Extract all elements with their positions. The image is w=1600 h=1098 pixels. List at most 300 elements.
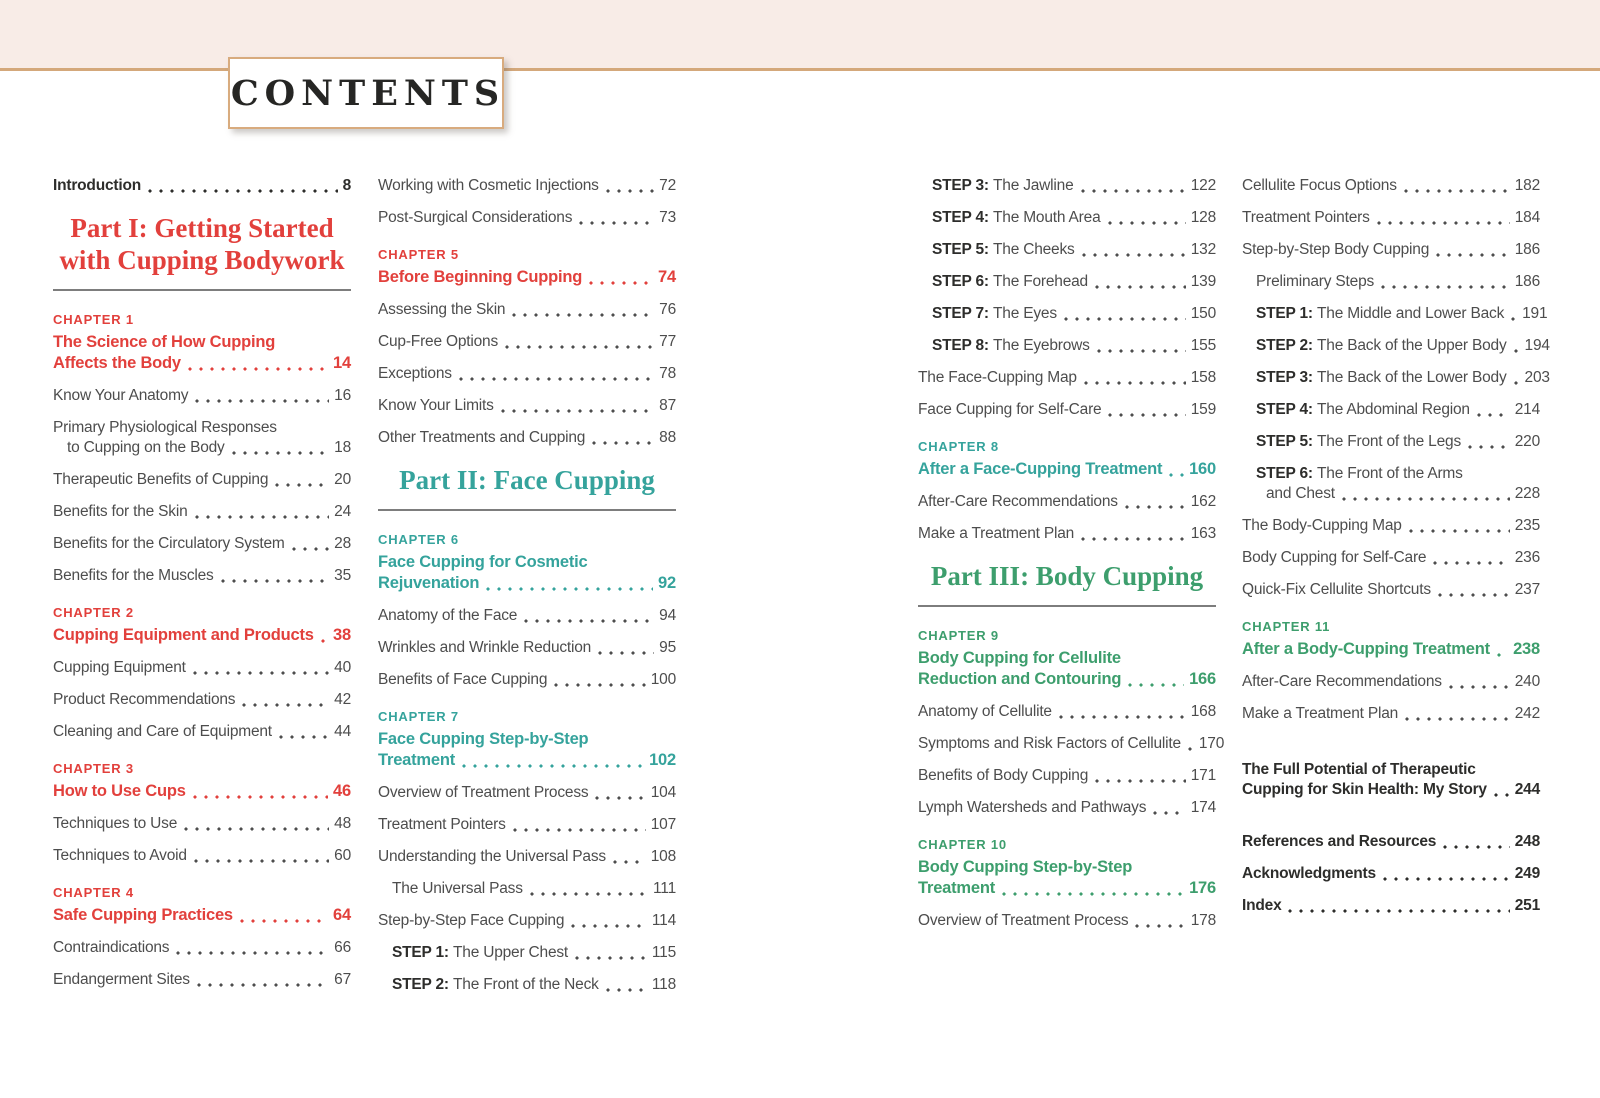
- toc-entry-row: [53, 690, 351, 710]
- toc-column-4: [1242, 176, 1550, 928]
- toc-entry: [378, 176, 676, 196]
- entry-title: Post-Surgical Considerations: [378, 209, 573, 226]
- page-number: 46: [333, 782, 351, 800]
- toc-entry-row: [932, 304, 1216, 324]
- entry-title: Techniques to Avoid: [53, 847, 187, 864]
- entry-title: Acknowledgments: [1242, 865, 1376, 882]
- toc-entry-row: [53, 470, 351, 490]
- dot-leader: [1404, 189, 1510, 193]
- toc-entry-row: [53, 814, 351, 834]
- toc-entry-row: [1242, 639, 1540, 660]
- toc-entry: [1242, 516, 1540, 536]
- toc-entry: [392, 975, 676, 995]
- toc-entry: [378, 911, 676, 931]
- toc-entry: [378, 815, 676, 835]
- entry-title: STEP 3: The Back of the Lower Body: [1256, 369, 1507, 386]
- dot-leader: [1064, 317, 1186, 321]
- chapter-title-line: Body Cupping Step-by-Step: [918, 858, 1133, 876]
- chapter-label: CHAPTER 2: [53, 605, 134, 620]
- entry-title: Other Treatments and Cupping: [378, 429, 586, 446]
- toc-entry: [1242, 240, 1540, 260]
- page-number: 95: [659, 639, 676, 656]
- toc-entry-row: [378, 638, 676, 658]
- toc-entry-row: [378, 428, 676, 448]
- dot-leader: [195, 515, 330, 519]
- dot-leader: [1097, 349, 1186, 353]
- toc-entry-row: [918, 400, 1216, 420]
- entry-title: Cupping Equipment and Products: [53, 626, 314, 644]
- toc-entry-row: [918, 524, 1216, 544]
- dot-leader: [232, 451, 330, 455]
- page-number: 158: [1190, 369, 1216, 386]
- entry-title: Assessing the Skin: [378, 301, 506, 318]
- dot-leader: [240, 919, 328, 923]
- page-number: 100: [650, 671, 676, 688]
- dot-leader: [1514, 349, 1520, 353]
- toc-entry-row: [378, 332, 676, 352]
- chapter-heading: [53, 311, 351, 374]
- page-number: 24: [334, 503, 351, 520]
- page-number: 178: [1190, 912, 1216, 929]
- toc-entry-row: [53, 658, 351, 678]
- entry-title: Contraindications: [53, 939, 170, 956]
- page-number: 92: [658, 574, 676, 592]
- page-number: 35: [334, 567, 351, 584]
- entry-title: Treatment: [918, 879, 996, 897]
- entry-title: Step-by-Step Body Cupping: [1242, 241, 1430, 258]
- entry-title: Product Recommendations: [53, 691, 236, 708]
- entry-title: Make a Treatment Plan: [1242, 705, 1399, 722]
- toc-entry: [378, 208, 676, 228]
- toc-entry-row: [1242, 176, 1540, 196]
- toc-entry-row: [918, 911, 1216, 931]
- dot-leader: [589, 281, 653, 285]
- dot-leader: [193, 671, 329, 675]
- entry-title: Quick-Fix Cellulite Shortcuts: [1242, 581, 1431, 598]
- page-number: 240: [1514, 673, 1540, 690]
- page-number: 171: [1190, 767, 1216, 784]
- page-number: 132: [1190, 241, 1216, 258]
- page-number: 176: [1189, 879, 1216, 897]
- page-number: 128: [1190, 209, 1216, 226]
- page-number: 94: [659, 607, 676, 624]
- toc-entry: [1242, 208, 1540, 228]
- page-number: 78: [659, 365, 676, 382]
- entry-title: After a Body-Cupping Treatment: [1242, 640, 1490, 658]
- toc-entry-row: [932, 176, 1216, 196]
- dot-leader: [1153, 811, 1185, 815]
- dot-leader: [1128, 683, 1184, 687]
- contents-title-box: [228, 57, 504, 129]
- step-label: STEP 3:: [932, 177, 993, 194]
- chapter-label: CHAPTER 10: [918, 837, 1007, 852]
- toc-entry: [53, 722, 351, 742]
- toc-entry-row: [1256, 272, 1540, 292]
- toc-entry-row: [918, 766, 1216, 786]
- entry-title: Treatment Pointers: [378, 816, 506, 833]
- toc-entry: [1256, 400, 1540, 420]
- step-label: STEP 3:: [1256, 369, 1317, 386]
- page-number: 214: [1514, 401, 1540, 418]
- entry-title: Cup-Free Options: [378, 333, 498, 350]
- toc-entry-row: [1242, 896, 1540, 916]
- page-number: 236: [1514, 549, 1540, 566]
- entry-title: STEP 5: The Cheeks: [932, 241, 1075, 258]
- toc-entry-row: [1242, 516, 1540, 536]
- toc-entry: [392, 879, 676, 899]
- toc-entry-row: [1242, 672, 1540, 692]
- entry-title: STEP 1: The Upper Chest: [392, 944, 569, 961]
- toc-entry-row: [392, 879, 676, 899]
- page-number: 248: [1514, 833, 1540, 850]
- entry-title: Preliminary Steps: [1256, 273, 1375, 290]
- dot-leader: [321, 639, 328, 643]
- page-number: 238: [1513, 640, 1540, 658]
- dot-leader: [1381, 285, 1510, 289]
- toc-entry: [378, 300, 676, 320]
- toc-entry-row: [918, 878, 1216, 899]
- dot-leader: [1084, 381, 1186, 385]
- dot-leader: [1095, 285, 1186, 289]
- dot-leader: [554, 683, 645, 687]
- dot-leader: [1497, 653, 1508, 657]
- dot-leader: [1377, 221, 1510, 225]
- page-number: 40: [334, 659, 351, 676]
- dot-leader: [571, 924, 647, 928]
- page-number: 42: [334, 691, 351, 708]
- toc-entry-row: [1242, 208, 1540, 228]
- toc-entry-row: [378, 176, 676, 196]
- toc-entry-row: [378, 847, 676, 867]
- toc-entry: [918, 734, 1225, 754]
- chapter-label: CHAPTER 6: [378, 532, 459, 547]
- toc-entry: [1256, 368, 1550, 388]
- page-number: 14: [333, 354, 351, 372]
- entry-title: Overview of Treatment Process: [918, 912, 1129, 929]
- page-number: 228: [1514, 485, 1540, 502]
- dot-leader: [1002, 892, 1184, 896]
- toc-entry-row: [53, 846, 351, 866]
- toc-entry: [932, 336, 1216, 356]
- toc-entry-row: [918, 669, 1216, 690]
- toc-entry-row: [378, 783, 676, 803]
- entry-title: Introduction: [53, 177, 141, 194]
- page-number: 249: [1514, 865, 1540, 882]
- entry-title: STEP 5: The Front of the Legs: [1256, 433, 1461, 450]
- dot-leader: [513, 828, 646, 832]
- toc-entry: [378, 638, 676, 658]
- dot-leader: [530, 892, 648, 896]
- dot-leader: [197, 983, 329, 987]
- toc-entry-row: [53, 176, 351, 196]
- toc-entry-row: [1242, 240, 1540, 260]
- dot-leader: [1438, 593, 1510, 597]
- dot-leader: [1409, 529, 1510, 533]
- toc-entry-row: [53, 781, 351, 802]
- toc-entry-row: [53, 534, 351, 554]
- dot-leader: [1511, 317, 1517, 321]
- toc-entry-row: [918, 459, 1216, 480]
- step-label: STEP 7:: [932, 305, 993, 322]
- page-number: 73: [659, 209, 676, 226]
- dot-leader: [1342, 497, 1510, 501]
- entry-title: Affects the Body: [53, 354, 181, 372]
- toc-column-3: [918, 176, 1225, 943]
- chapter-label: CHAPTER 7: [378, 709, 459, 724]
- dot-leader: [1108, 221, 1186, 225]
- toc-entry: [53, 566, 351, 586]
- dot-leader: [176, 951, 329, 955]
- page-number: 182: [1514, 177, 1540, 194]
- toc-column-1: [53, 176, 351, 1002]
- step-label: STEP 2:: [1256, 337, 1317, 354]
- toc-entry: [932, 272, 1216, 292]
- toc-entry-row: [378, 364, 676, 384]
- toc-entry: [53, 690, 351, 710]
- toc-entry-row: [378, 750, 676, 771]
- toc-entry-row: [918, 734, 1225, 754]
- toc-entry-row: [53, 502, 351, 522]
- toc-entry-row: [1256, 336, 1550, 356]
- page-number: 66: [334, 939, 351, 956]
- page-number: 102: [649, 751, 676, 769]
- chapter-heading: [53, 604, 351, 646]
- toc-entry-row: [918, 368, 1216, 388]
- page-number: 220: [1514, 433, 1540, 450]
- toc-entry-row: [378, 573, 676, 594]
- entry-first-line: STEP 6: The Front of the Arms: [1256, 465, 1463, 482]
- toc-entry-row: [53, 970, 351, 990]
- dot-leader: [1405, 717, 1510, 721]
- page-number: 251: [1514, 897, 1540, 914]
- step-label: STEP 2:: [392, 976, 453, 993]
- toc-entry: [53, 938, 351, 958]
- toc-entry-row: [932, 208, 1216, 228]
- entry-title: Know Your Limits: [378, 397, 494, 414]
- toc-entry-row: [378, 815, 676, 835]
- toc-entry: [53, 502, 351, 522]
- entry-title: Benefits for the Skin: [53, 503, 188, 520]
- entry-first-line: Primary Physiological Responses: [53, 419, 277, 436]
- toc-entry: [1242, 548, 1540, 568]
- dot-leader: [1059, 715, 1186, 719]
- toc-entry: [53, 814, 351, 834]
- step-label: STEP 1:: [1256, 305, 1317, 322]
- entry-title: Cellulite Focus Options: [1242, 177, 1397, 194]
- page-number: 67: [334, 971, 351, 988]
- toc-entry-row: [378, 911, 676, 931]
- page-number: 111: [653, 880, 676, 897]
- entry-title: Treatment: [378, 751, 456, 769]
- dot-leader: [1383, 877, 1510, 881]
- page-number: 174: [1190, 799, 1216, 816]
- dot-leader: [592, 441, 654, 445]
- toc-entry-row: [1242, 548, 1540, 568]
- page-number: 114: [651, 912, 676, 929]
- page-title: CONTENTS: [230, 72, 506, 114]
- toc-entry: [1242, 704, 1540, 724]
- entry-title: How to Use Cups: [53, 782, 186, 800]
- entry-title: STEP 6: The Forehead: [932, 273, 1088, 290]
- dot-leader: [1081, 189, 1186, 193]
- page-number: 38: [333, 626, 351, 644]
- entry-title: STEP 4: The Mouth Area: [932, 209, 1101, 226]
- entry-title: Understanding the Universal Pass: [378, 848, 606, 865]
- chapter-heading: [53, 760, 351, 802]
- page-number: 74: [658, 268, 676, 286]
- chapter-heading: [1242, 618, 1540, 660]
- dot-leader: [1477, 413, 1510, 417]
- toc-entry: [918, 492, 1216, 512]
- page-number: 159: [1190, 401, 1216, 418]
- step-label: STEP 1:: [392, 944, 453, 961]
- toc-entry: [1256, 464, 1540, 504]
- toc-entry-row: [932, 336, 1216, 356]
- toc-entry: [918, 400, 1216, 420]
- page-number: 48: [334, 815, 351, 832]
- toc-entry: [378, 783, 676, 803]
- entry-title: Working with Cosmetic Injections: [378, 177, 599, 194]
- page-number: 16: [334, 387, 351, 404]
- toc-entry-row: [1256, 368, 1550, 388]
- page-number: 162: [1190, 493, 1216, 510]
- toc-entry: [378, 396, 676, 416]
- step-label: STEP 8:: [932, 337, 993, 354]
- part-heading-line: with Cupping Bodywork: [59, 245, 345, 275]
- entry-title: After-Care Recommendations: [1242, 673, 1442, 690]
- entry-title: Exceptions: [378, 365, 452, 382]
- entry-title: Make a Treatment Plan: [918, 525, 1075, 542]
- toc-entry-row: [1256, 400, 1540, 420]
- page-number: 139: [1190, 273, 1216, 290]
- dot-leader: [275, 483, 329, 487]
- toc-entry: [1242, 672, 1540, 692]
- toc-entry-row: [53, 722, 351, 742]
- dot-leader: [1494, 793, 1510, 797]
- page-number: 8: [342, 177, 351, 194]
- step-label: STEP 5:: [932, 241, 993, 258]
- page-number: 122: [1190, 177, 1216, 194]
- toc-entry-row: [53, 386, 351, 406]
- toc-entry: [1242, 176, 1540, 196]
- toc-entry-row: [1242, 704, 1540, 724]
- toc-entry: [53, 176, 351, 196]
- dot-leader: [188, 367, 328, 371]
- toc-entry-row: [67, 438, 351, 458]
- toc-entry: [1256, 336, 1550, 356]
- entry-title: References and Resources: [1242, 833, 1437, 850]
- toc-entry: [1256, 304, 1548, 324]
- toc-entry-row: [1242, 580, 1540, 600]
- toc-entry-row: [1242, 864, 1540, 884]
- page-number: 168: [1190, 703, 1216, 720]
- part-heading-rule: [53, 289, 351, 291]
- chapter-label: CHAPTER 3: [53, 761, 134, 776]
- toc-entry: [378, 364, 676, 384]
- entry-title: Know Your Anatomy: [53, 387, 189, 404]
- dot-leader: [195, 399, 329, 403]
- page-number: 160: [1189, 460, 1216, 478]
- toc-entry: [53, 470, 351, 490]
- toc-entry: [918, 798, 1216, 818]
- page-number: 163: [1190, 525, 1216, 542]
- entry-title: STEP 7: The Eyes: [932, 305, 1057, 322]
- entry-title: The Face-Cupping Map: [918, 369, 1077, 386]
- entry-title: Cupping for Skin Health: My Story: [1242, 781, 1487, 798]
- chapter-heading: [378, 708, 676, 771]
- chapter-label: CHAPTER 1: [53, 312, 134, 327]
- entry-title: Lymph Watersheds and Pathways: [918, 799, 1147, 816]
- toc-entry: [918, 911, 1216, 931]
- chapter-title-line: Face Cupping Step-by-Step: [378, 730, 589, 748]
- toc-entry-row: [918, 798, 1216, 818]
- toc-entry-row: [378, 670, 676, 690]
- toc-entry-row: [918, 702, 1216, 722]
- chapter-label: CHAPTER 9: [918, 628, 999, 643]
- toc-entry: [53, 534, 351, 554]
- dot-leader: [579, 221, 654, 225]
- dot-leader: [148, 189, 338, 193]
- dot-leader: [512, 313, 654, 317]
- dot-leader: [595, 796, 645, 800]
- part-heading: [918, 560, 1216, 607]
- toc-entry: [378, 847, 676, 867]
- page-number: 20: [334, 471, 351, 488]
- toc-entry: [53, 970, 351, 990]
- spacer: [1242, 736, 1540, 760]
- entry-title: Face Cupping for Self-Care: [918, 401, 1102, 418]
- page-number: 104: [650, 784, 676, 801]
- dot-leader: [598, 651, 654, 655]
- part-heading-line: Part III: Body Cupping: [930, 561, 1204, 591]
- toc-column-2: [378, 176, 676, 1007]
- toc-entry-row: [378, 300, 676, 320]
- entry-title: Anatomy of Cellulite: [918, 703, 1052, 720]
- chapter-title-line: Face Cupping for Cosmetic: [378, 553, 588, 571]
- page-number: 237: [1514, 581, 1540, 598]
- toc-entry-row: [1242, 832, 1540, 852]
- toc-entry: [392, 943, 676, 963]
- chapter-heading: [378, 246, 676, 288]
- toc-entry: [918, 702, 1216, 722]
- entry-title: Benefits of Body Cupping: [918, 767, 1089, 784]
- chapter-label: CHAPTER 11: [1242, 619, 1331, 634]
- dot-leader: [1188, 747, 1194, 751]
- page-number: 107: [650, 816, 676, 833]
- page-number: 87: [659, 397, 676, 414]
- toc-entry: [932, 240, 1216, 260]
- entry-title: Index: [1242, 897, 1282, 914]
- dot-leader: [1135, 924, 1185, 928]
- entry-title: Benefits of Face Cupping: [378, 671, 548, 688]
- toc-entry: [53, 386, 351, 406]
- toc-entry: [53, 846, 351, 866]
- page-number: 191: [1522, 305, 1548, 322]
- toc-entry: [378, 606, 676, 626]
- dot-leader: [194, 859, 329, 863]
- page-number: 60: [334, 847, 351, 864]
- page-number: 150: [1190, 305, 1216, 322]
- dot-leader: [1514, 381, 1520, 385]
- page-number: 72: [659, 177, 676, 194]
- page-number: 28: [334, 535, 351, 552]
- toc-entry-row: [918, 492, 1216, 512]
- dot-leader: [486, 587, 653, 591]
- dot-leader: [221, 579, 330, 583]
- toc-entry: [1242, 760, 1540, 800]
- dot-leader: [1433, 561, 1509, 565]
- entry-title: The Universal Pass: [392, 880, 523, 897]
